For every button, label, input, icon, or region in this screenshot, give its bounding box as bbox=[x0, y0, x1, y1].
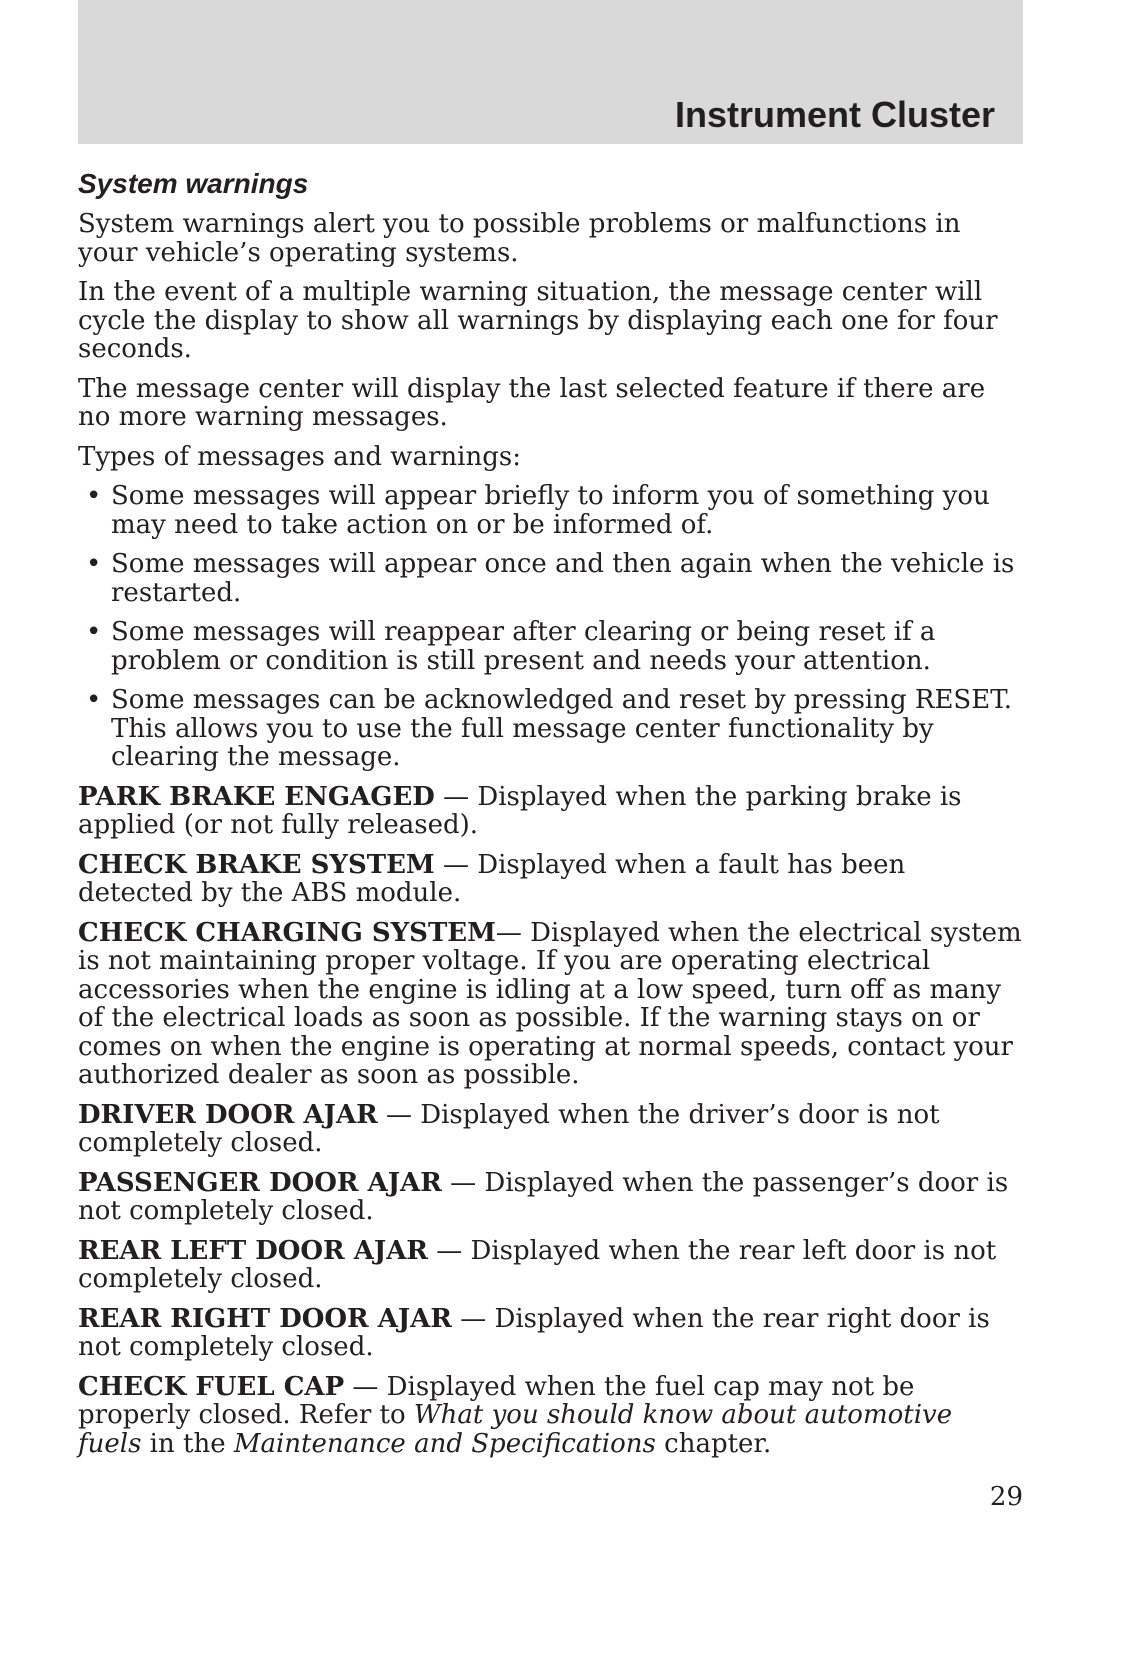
warning-separator: — bbox=[451, 1303, 495, 1334]
last-feature-paragraph: The message center will display the last selected feature if there are no more warning messages. bbox=[78, 373, 986, 432]
warning-check-charging bbox=[78, 919, 1023, 1090]
bullet-icon: • bbox=[86, 617, 102, 647]
warning-passenger-door bbox=[78, 1169, 1023, 1226]
list-item bbox=[78, 618, 1023, 675]
warning-description: chapter. bbox=[655, 1428, 772, 1459]
warning-separator: — bbox=[441, 1167, 485, 1198]
warning-term: PASSENGER DOOR AJAR bbox=[78, 1167, 442, 1198]
warning-park-brake bbox=[78, 783, 1023, 840]
warning-description: Displayed when the parking brake is applied (or not fully released). bbox=[78, 781, 962, 840]
warning-separator: — bbox=[427, 1235, 471, 1266]
bullet-icon: • bbox=[86, 685, 102, 715]
warning-separator: — bbox=[434, 849, 478, 880]
warning-term: REAR LEFT DOOR AJAR bbox=[78, 1235, 428, 1266]
warning-description: Displayed when the rear left door is not completely closed. bbox=[78, 1235, 997, 1294]
warning-term: CHECK FUEL CAP bbox=[78, 1371, 345, 1402]
header-band bbox=[78, 0, 1023, 144]
chapter-title: Instrument Cluster bbox=[674, 94, 995, 135]
list-item bbox=[78, 550, 1023, 607]
warning-term: CHECK BRAKE SYSTEM bbox=[78, 849, 435, 880]
list-item bbox=[78, 482, 1023, 539]
bullet-icon: • bbox=[86, 481, 102, 511]
section-heading: System warnings bbox=[78, 168, 309, 199]
warning-description: in the bbox=[141, 1428, 234, 1459]
page-content bbox=[78, 166, 1023, 1469]
warning-term: DRIVER DOOR AJAR bbox=[78, 1099, 378, 1130]
warning-term: CHECK CHARGING SYSTEM bbox=[78, 917, 496, 948]
warning-separator: — bbox=[344, 1371, 387, 1402]
page-number: 29 bbox=[989, 1482, 1023, 1512]
list-item bbox=[78, 686, 1023, 772]
warning-description: Displayed when a fault has been detected by the ABS module. bbox=[78, 849, 906, 908]
warning-description: Displayed when the rear right door is not completely closed. bbox=[78, 1303, 990, 1362]
warning-description: Displayed when the passenger’s door is not completely closed. bbox=[78, 1167, 1009, 1226]
warning-rear-right-door bbox=[78, 1305, 1023, 1362]
list-item-text: Some messages will reappear after clearing or being reset if a problem or condition is still present and needs your attention. bbox=[111, 617, 936, 676]
warning-description: Displayed when the fuel cap may not be properly closed. Refer to bbox=[78, 1371, 915, 1430]
list-item-text: Some messages can be acknowledged and reset by pressing RESET. This allows you to use the full message center functionality by clearing the message. bbox=[111, 685, 1013, 772]
multiple-warning-paragraph: In the event of a multiple warning situation, the message center will cycle the display to show all warnings by displaying each one for four seconds. bbox=[78, 277, 998, 364]
warning-description: Displayed when the driver’s door is not completely closed. bbox=[78, 1099, 940, 1158]
warning-fuel-cap bbox=[78, 1373, 1023, 1459]
bullet-icon: • bbox=[86, 549, 102, 579]
list-item-text: Some messages will appear briefly to inform you of something you may need to take action on or be informed of. bbox=[111, 481, 990, 540]
warning-description: Displayed when the electrical system is not maintaining proper voltage. If you are operating electrical accessories when the engine is idling at a low speed, turn off as many of the electrical loads as soon as possible. If the warning stays on or comes on when the engine is operating at normal speeds, contact your authorized dealer as soon as possible. bbox=[78, 917, 1022, 1090]
warning-rear-left-door bbox=[78, 1237, 1023, 1294]
warning-check-brake bbox=[78, 851, 1023, 908]
chapter-reference: Maintenance and Specifications bbox=[233, 1428, 656, 1459]
warning-separator: — bbox=[434, 781, 478, 812]
warning-driver-door bbox=[78, 1101, 1023, 1158]
list-item-text: Some messages will appear once and then again when the vehicle is restarted. bbox=[111, 549, 1015, 608]
types-paragraph: Types of messages and warnings: bbox=[78, 441, 521, 472]
warning-term: PARK BRAKE ENGAGED bbox=[78, 781, 435, 812]
warning-term: REAR RIGHT DOOR AJAR bbox=[78, 1303, 452, 1334]
cross-reference: What you should know about automotive fuels bbox=[78, 1400, 953, 1459]
warning-separator: — bbox=[377, 1099, 421, 1130]
message-types-list bbox=[78, 482, 1023, 772]
warning-separator: — bbox=[495, 917, 531, 948]
intro-paragraph: System warnings alert you to possible problems or malfunctions in your vehicle’s operating systems. bbox=[78, 209, 961, 268]
